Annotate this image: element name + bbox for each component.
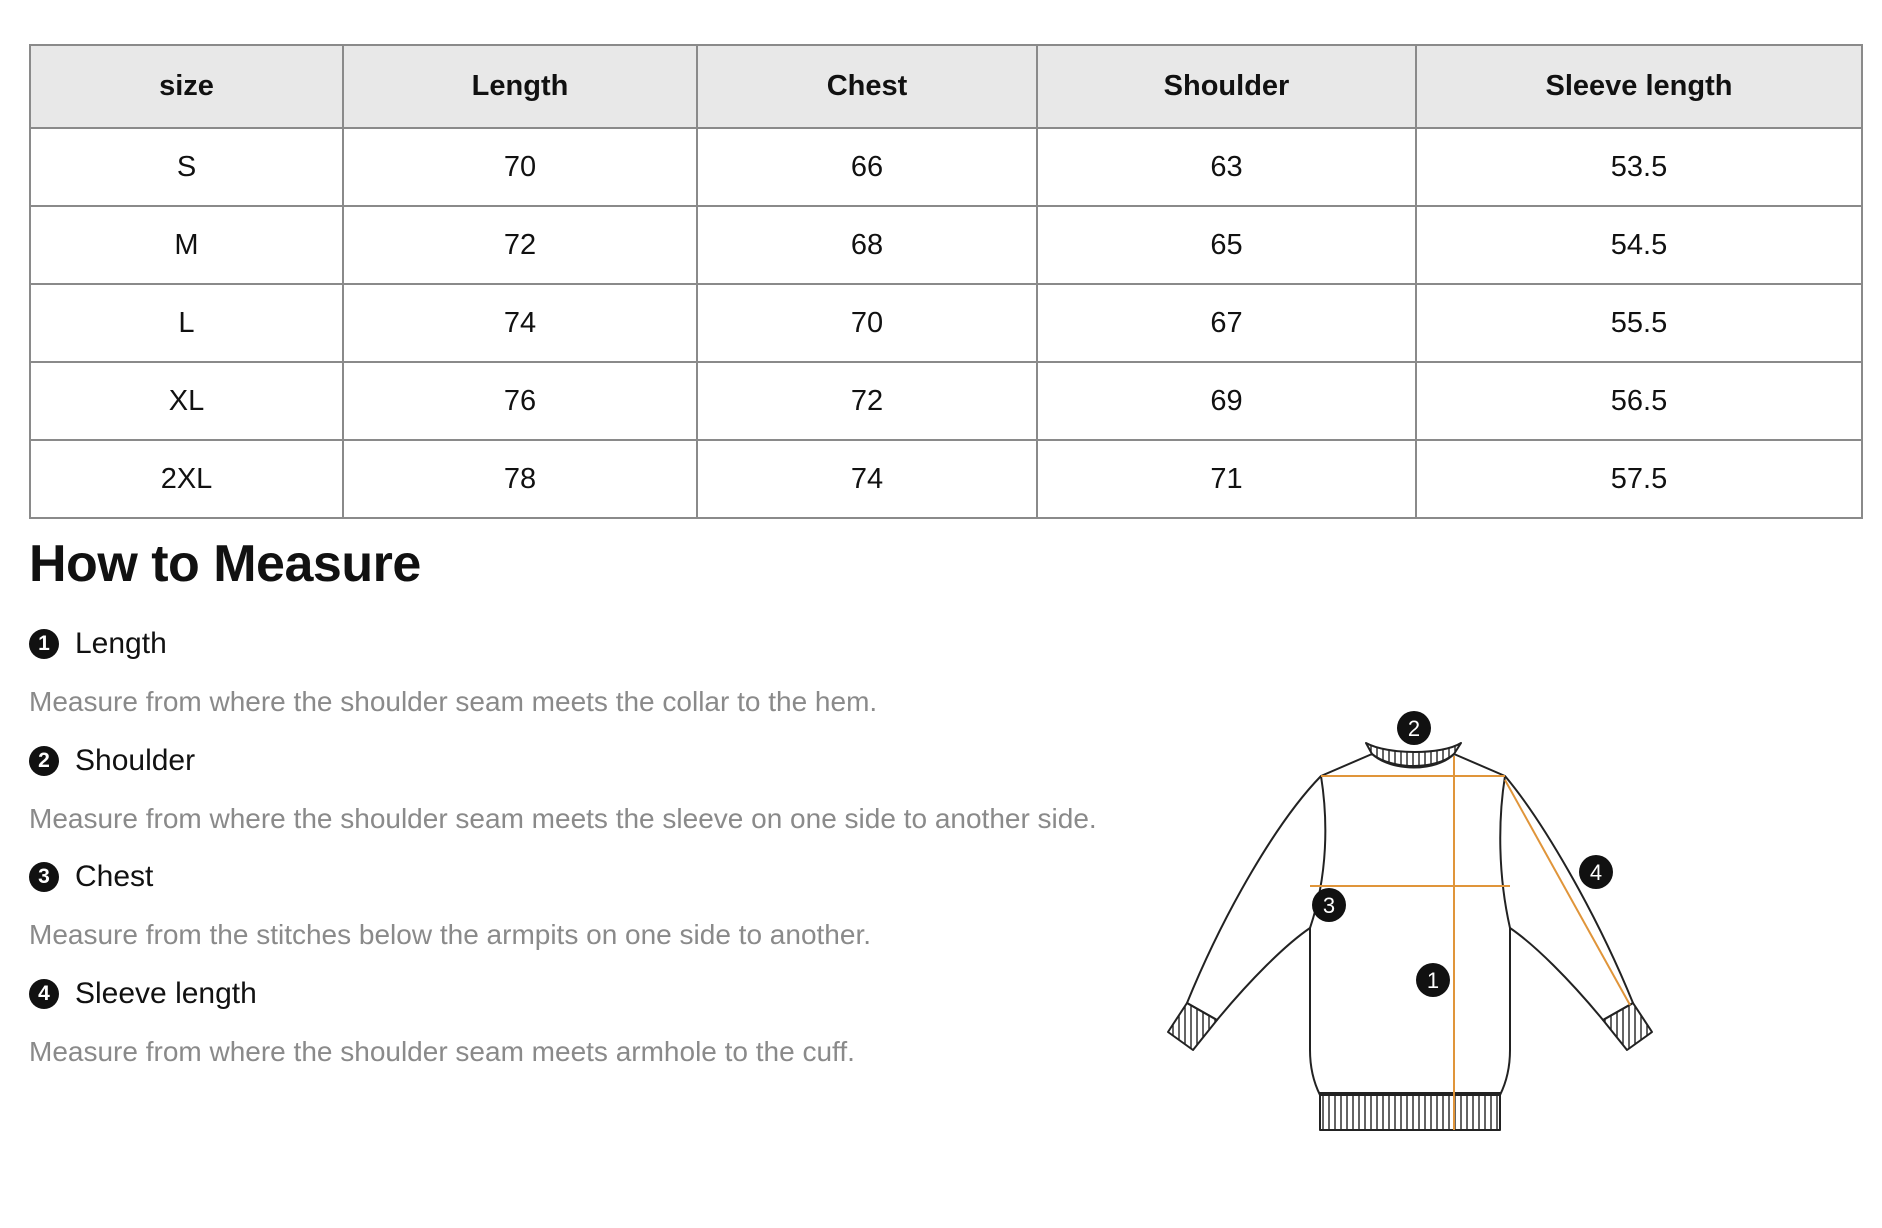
header-sleeve-length: Sleeve length bbox=[1416, 45, 1862, 128]
cell-size: 2XL bbox=[30, 440, 343, 518]
measure-item-header bbox=[29, 741, 1097, 781]
cell-length: 76 bbox=[343, 362, 697, 440]
header-shoulder: Shoulder bbox=[1037, 45, 1416, 128]
size-chart-table bbox=[29, 44, 1863, 519]
measure-item-header bbox=[29, 624, 877, 664]
diagram-marker-label: 2 bbox=[1407, 716, 1421, 741]
cell-sleeve-length: 55.5 bbox=[1416, 284, 1862, 362]
table-row bbox=[30, 206, 1862, 284]
cell-sleeve-length: 57.5 bbox=[1416, 440, 1862, 518]
cell-size: M bbox=[30, 206, 343, 284]
number-badge-icon: 3 bbox=[29, 862, 59, 892]
measure-item-description: Measure from where the shoulder seam meets the sleeve on one side to another side. bbox=[29, 803, 1097, 834]
table-row bbox=[30, 440, 1862, 518]
measure-item-description: Measure from the stitches below the armpits on one side to another. bbox=[29, 919, 872, 950]
table-row bbox=[30, 128, 1862, 206]
cell-length: 72 bbox=[343, 206, 697, 284]
measure-item-header bbox=[29, 857, 871, 897]
measure-item-length bbox=[29, 624, 877, 718]
table-header-row bbox=[30, 45, 1862, 128]
cell-shoulder: 65 bbox=[1037, 206, 1416, 284]
number-badge-icon: 1 bbox=[29, 629, 59, 659]
measure-item-header bbox=[29, 974, 855, 1014]
measure-item-label: Shoulder bbox=[75, 744, 196, 777]
cell-chest: 70 bbox=[697, 284, 1037, 362]
diagram-marker-3 bbox=[1312, 888, 1346, 922]
cell-length: 70 bbox=[343, 128, 697, 206]
measure-item-description: Measure from where the shoulder seam meets the collar to the hem. bbox=[29, 686, 878, 717]
sweater-outline bbox=[1168, 743, 1652, 1130]
diagram-marker-label: 3 bbox=[1322, 893, 1336, 918]
measure-item-sleeve-length bbox=[29, 974, 855, 1068]
diagram-marker-label: 4 bbox=[1589, 860, 1603, 885]
measure-item-label: Chest bbox=[75, 860, 154, 893]
sweater-outline-icon bbox=[1130, 700, 1750, 1140]
measure-item-description: Measure from where the shoulder seam meets armhole to the cuff. bbox=[29, 1036, 855, 1067]
cell-size: S bbox=[30, 128, 343, 206]
cell-shoulder: 67 bbox=[1037, 284, 1416, 362]
number-badge-icon: 2 bbox=[29, 746, 59, 776]
cell-chest: 66 bbox=[697, 128, 1037, 206]
cell-size: XL bbox=[30, 362, 343, 440]
cell-shoulder: 69 bbox=[1037, 362, 1416, 440]
table-row bbox=[30, 284, 1862, 362]
cell-length: 78 bbox=[343, 440, 697, 518]
measure-item-shoulder bbox=[29, 741, 1097, 835]
measure-item-label: Sleeve length bbox=[75, 977, 257, 1010]
measure-item-label: Length bbox=[75, 627, 167, 660]
diagram-marker-2 bbox=[1397, 711, 1431, 745]
cell-shoulder: 71 bbox=[1037, 440, 1416, 518]
cell-size: L bbox=[30, 284, 343, 362]
diagram-marker-4 bbox=[1579, 855, 1613, 889]
diagram-marker-label: 1 bbox=[1426, 968, 1440, 993]
cell-shoulder: 63 bbox=[1037, 128, 1416, 206]
cell-chest: 72 bbox=[697, 362, 1037, 440]
how-to-measure-title: How to Measure bbox=[29, 535, 421, 593]
number-badge-icon: 4 bbox=[29, 979, 59, 1009]
cell-chest: 74 bbox=[697, 440, 1037, 518]
cell-chest: 68 bbox=[697, 206, 1037, 284]
header-size: size bbox=[30, 45, 343, 128]
header-length: Length bbox=[343, 45, 697, 128]
diagram-marker-1 bbox=[1416, 963, 1450, 997]
cell-sleeve-length: 53.5 bbox=[1416, 128, 1862, 206]
cell-sleeve-length: 56.5 bbox=[1416, 362, 1862, 440]
cell-sleeve-length: 54.5 bbox=[1416, 206, 1862, 284]
header-chest: Chest bbox=[697, 45, 1037, 128]
table-row bbox=[30, 362, 1862, 440]
cell-length: 74 bbox=[343, 284, 697, 362]
measure-item-chest bbox=[29, 857, 871, 951]
